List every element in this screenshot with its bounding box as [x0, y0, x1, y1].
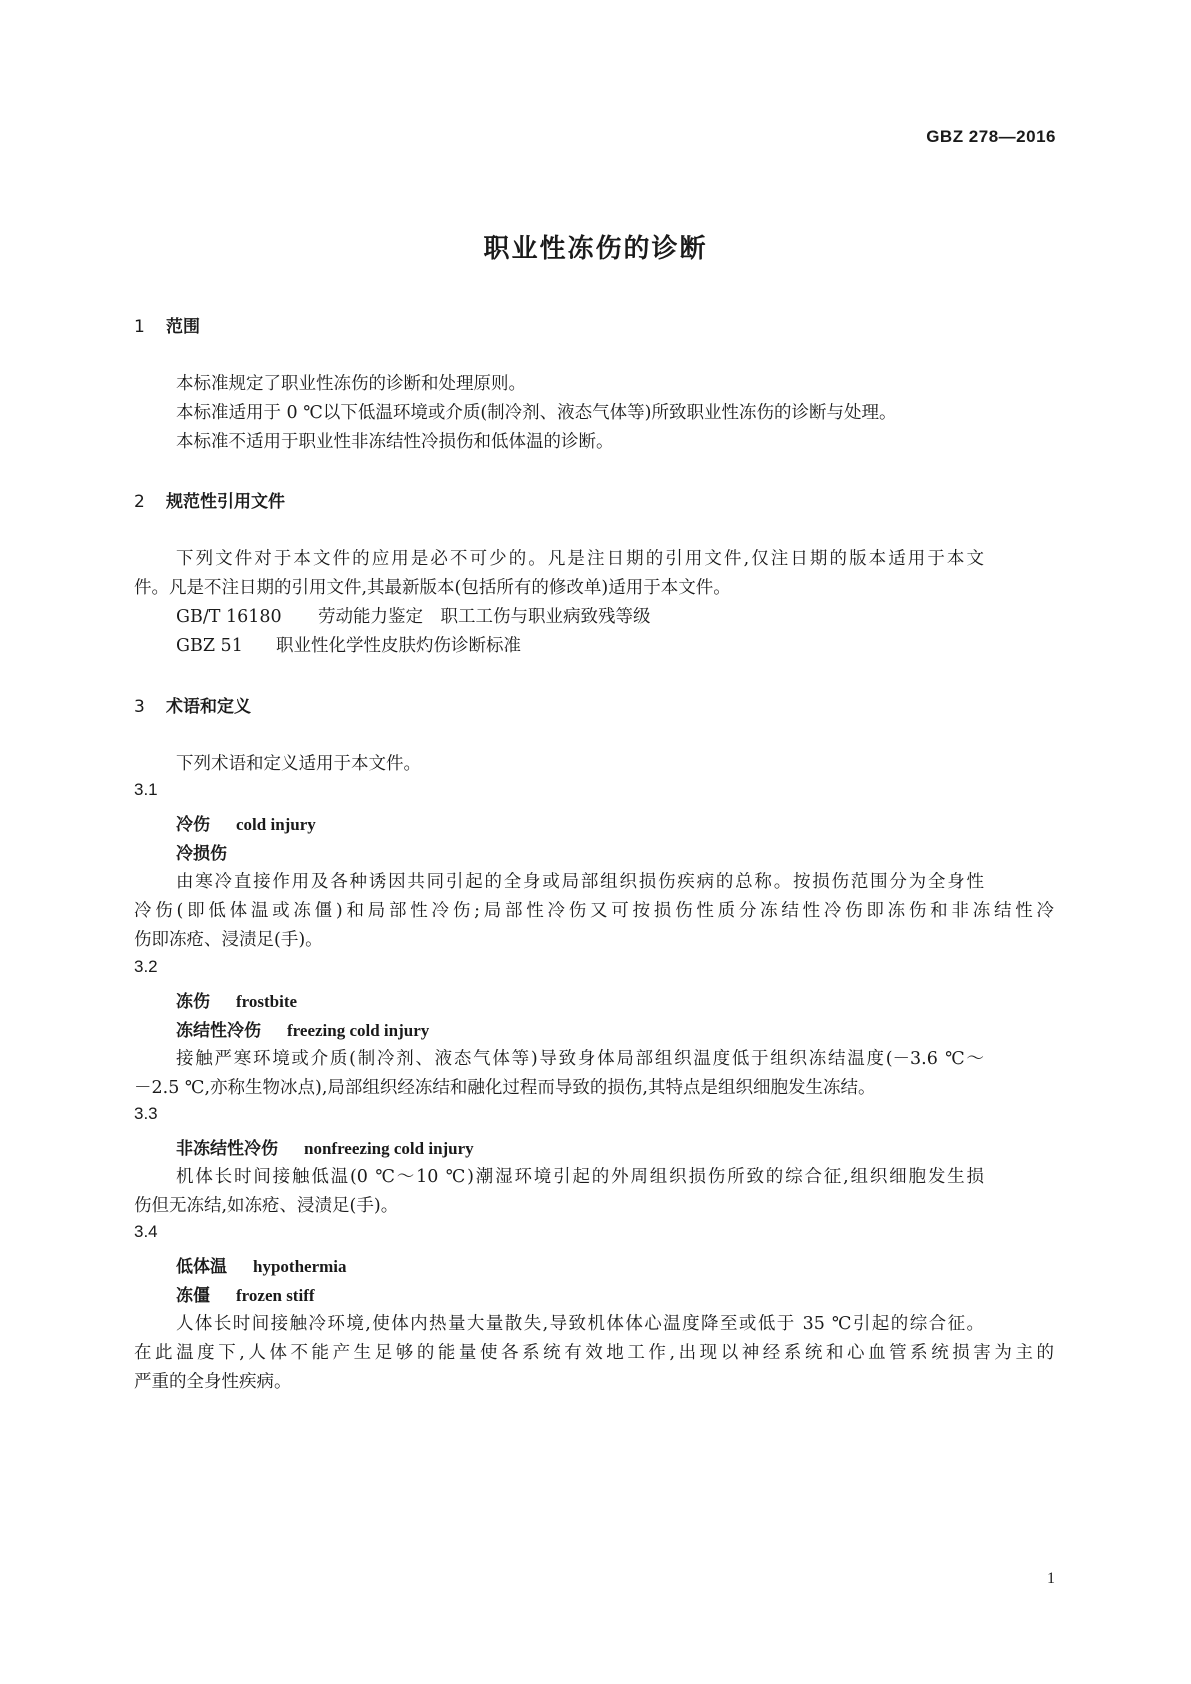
definition-line: 人体长时间接触冷环境,使体内热量大量散失,导致机体体心温度降至或低于 35 ℃引起的综合征。	[176, 1314, 984, 1334]
term-number: 3.1	[134, 780, 158, 799]
term-number: 3.4	[134, 1222, 158, 1241]
term-entry	[176, 1252, 347, 1277]
synonym-chinese: 冻结性冷伤	[176, 1021, 261, 1041]
paragraph: 下列术语和定义适用于本文件。	[176, 754, 421, 774]
definition-line: 伤即冻疮、浸渍足(手)。	[134, 930, 323, 950]
section-number: 3	[134, 697, 145, 717]
definition-line: 由寒冷直接作用及各种诱因共同引起的全身或局部组织损伤疾病的总称。按损伤范围分为全身性	[176, 872, 984, 892]
paragraph: 本标准规定了职业性冻伤的诊断和处理原则。	[176, 374, 526, 394]
reference-item	[176, 632, 521, 657]
section-heading-terms-definitions	[134, 692, 251, 717]
reference-title: 职业性化学性皮肤灼伤诊断标准	[276, 636, 521, 656]
term-english: cold injury	[236, 815, 316, 834]
term-number: 3.3	[134, 1104, 158, 1123]
reference-title: 劳动能力鉴定 职工工伤与职业病致残等级	[318, 607, 651, 627]
term-chinese: 非冻结性冷伤	[176, 1139, 278, 1159]
synonym-chinese: 冷损伤	[176, 844, 227, 864]
term-synonym	[176, 1281, 315, 1306]
section-heading-scope	[134, 312, 200, 337]
section-title: 术语和定义	[166, 697, 251, 717]
paragraph-line: 下列文件对于本文件的应用是必不可少的。凡是注日期的引用文件,仅注日期的版本适用于本文	[176, 549, 984, 569]
standard-code: GBZ 278—2016	[926, 127, 1056, 146]
term-english: hypothermia	[253, 1257, 347, 1276]
paragraph-line: 件。凡是不注日期的引用文件,其最新版本(包括所有的修改单)适用于本文件。	[134, 578, 731, 598]
term-english: nonfreezing cold injury	[304, 1139, 474, 1158]
term-synonym	[176, 839, 227, 864]
reference-code: GB/T 16180	[176, 607, 282, 627]
term-entry	[176, 987, 297, 1012]
term-chinese: 冻伤	[176, 992, 210, 1012]
definition-line: －2.5 ℃,亦称生物冰点),局部组织经冻结和融化过程而导致的损伤,其特点是组织细胞发生冻结。	[134, 1078, 876, 1098]
paragraph: 本标准不适用于职业性非冻结性冷损伤和低体温的诊断。	[176, 432, 614, 452]
page-number: 1	[1047, 1570, 1055, 1587]
term-synonym	[176, 1016, 429, 1041]
synonym-chinese: 冻僵	[176, 1286, 210, 1306]
definition-line: 接触严寒环境或介质(制冷剂、液态气体等)导致身体局部组织温度低于组织冻结温度(－3.6 ℃～	[176, 1049, 984, 1069]
synonym-english: frozen stiff	[236, 1286, 315, 1305]
term-number: 3.2	[134, 957, 158, 976]
definition-line: 严重的全身性疾病。	[134, 1372, 292, 1392]
definition-line: 机体长时间接触低温(0 ℃～10 ℃)潮湿环境引起的外周组织损伤所致的综合征,组织细胞发生损	[176, 1167, 984, 1187]
term-chinese: 冷伤	[176, 815, 210, 835]
definition-line: 伤但无冻结,如冻疮、浸渍足(手)。	[134, 1196, 399, 1216]
section-title: 规范性引用文件	[166, 492, 285, 512]
section-heading-normative-references	[134, 487, 285, 512]
reference-code: GBZ 51	[176, 636, 243, 656]
definition-line: 在此温度下,人体不能产生足够的能量使各系统有效地工作,出现以神经系统和心血管系统损害为主的	[134, 1343, 1054, 1363]
term-english: frostbite	[236, 992, 298, 1011]
term-chinese: 低体温	[176, 1257, 227, 1277]
section-title: 范围	[166, 317, 200, 337]
section-number: 1	[134, 317, 145, 337]
term-entry	[176, 1134, 474, 1159]
reference-item	[176, 603, 651, 628]
document-title: 职业性冻伤的诊断	[483, 234, 708, 264]
paragraph: 本标准适用于 0 ℃以下低温环境或介质(制冷剂、液态气体等)所致职业性冻伤的诊断与处理。	[176, 403, 897, 423]
term-entry	[176, 810, 316, 835]
synonym-english: freezing cold injury	[287, 1021, 430, 1040]
section-number: 2	[134, 492, 145, 512]
definition-line: 冷伤(即低体温或冻僵)和局部性冷伤;局部性冷伤又可按损伤性质分冻结性冷伤即冻伤和非冻结性冷	[134, 901, 1054, 921]
